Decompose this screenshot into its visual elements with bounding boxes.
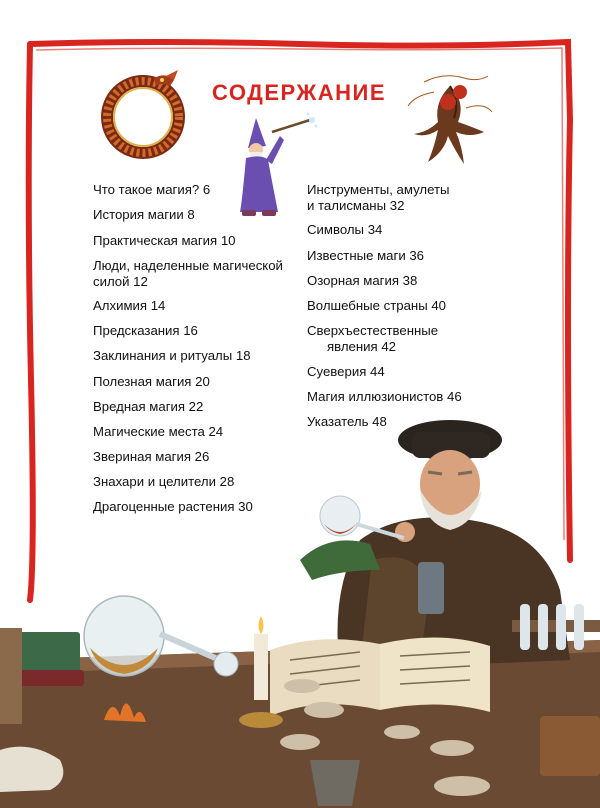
toc-entry[interactable] [93, 258, 283, 290]
toc-entry[interactable] [307, 323, 438, 355]
toc-entry[interactable]: Полезная магия 20 [93, 374, 210, 389]
toc-entry[interactable]: Озорная магия 38 [307, 273, 418, 288]
toc-entry[interactable]: Магические места 24 [93, 424, 224, 439]
toc-entry[interactable]: Знахари и целители 28 [93, 474, 235, 489]
ouroboros-dragon-icon [96, 70, 190, 164]
toc-entry[interactable]: Предсказания 16 [93, 323, 198, 338]
page-title: СОДЕРЖАНИЕ [212, 80, 387, 105]
toc-entry[interactable]: Волшебные страны 40 [307, 298, 447, 313]
mandrake-root-icon [404, 72, 494, 168]
toc-entry-line: Люди, наделенные магической [93, 258, 283, 273]
toc-entry[interactable]: Практическая магия 10 [93, 233, 236, 248]
toc-entry[interactable]: Заклинания и ритуалы 18 [93, 348, 251, 363]
toc-entry[interactable]: Магия иллюзионистов 46 [307, 389, 462, 404]
alchemist-scene-illustration [0, 420, 600, 808]
toc-entry[interactable]: Символы 34 [307, 222, 383, 237]
toc-entry-line: силой 12 [93, 274, 148, 289]
toc-entry[interactable]: Известные маги 36 [307, 248, 425, 263]
toc-entry[interactable]: История магии 8 [93, 207, 195, 222]
toc-entry[interactable]: Вредная магия 22 [93, 399, 204, 414]
toc-entry-line: Сверхъестественные [307, 323, 439, 338]
toc-entry[interactable]: Алхимия 14 [93, 298, 166, 313]
toc-entry[interactable]: Что такое магия? 6 [93, 182, 211, 197]
toc-entry[interactable]: Звериная магия 26 [93, 449, 210, 464]
toc-entry[interactable]: Суеверия 44 [307, 364, 385, 379]
toc-entry[interactable]: Драгоценные растения 30 [93, 499, 253, 514]
toc-entry-line: Инструменты, амулеты [307, 182, 450, 197]
toc-entry-line: явления 42 [327, 339, 396, 354]
toc-entry-line: и талисманы 32 [307, 198, 405, 213]
toc-entry[interactable]: Указатель 48 [307, 414, 387, 429]
toc-entry[interactable] [307, 182, 450, 214]
